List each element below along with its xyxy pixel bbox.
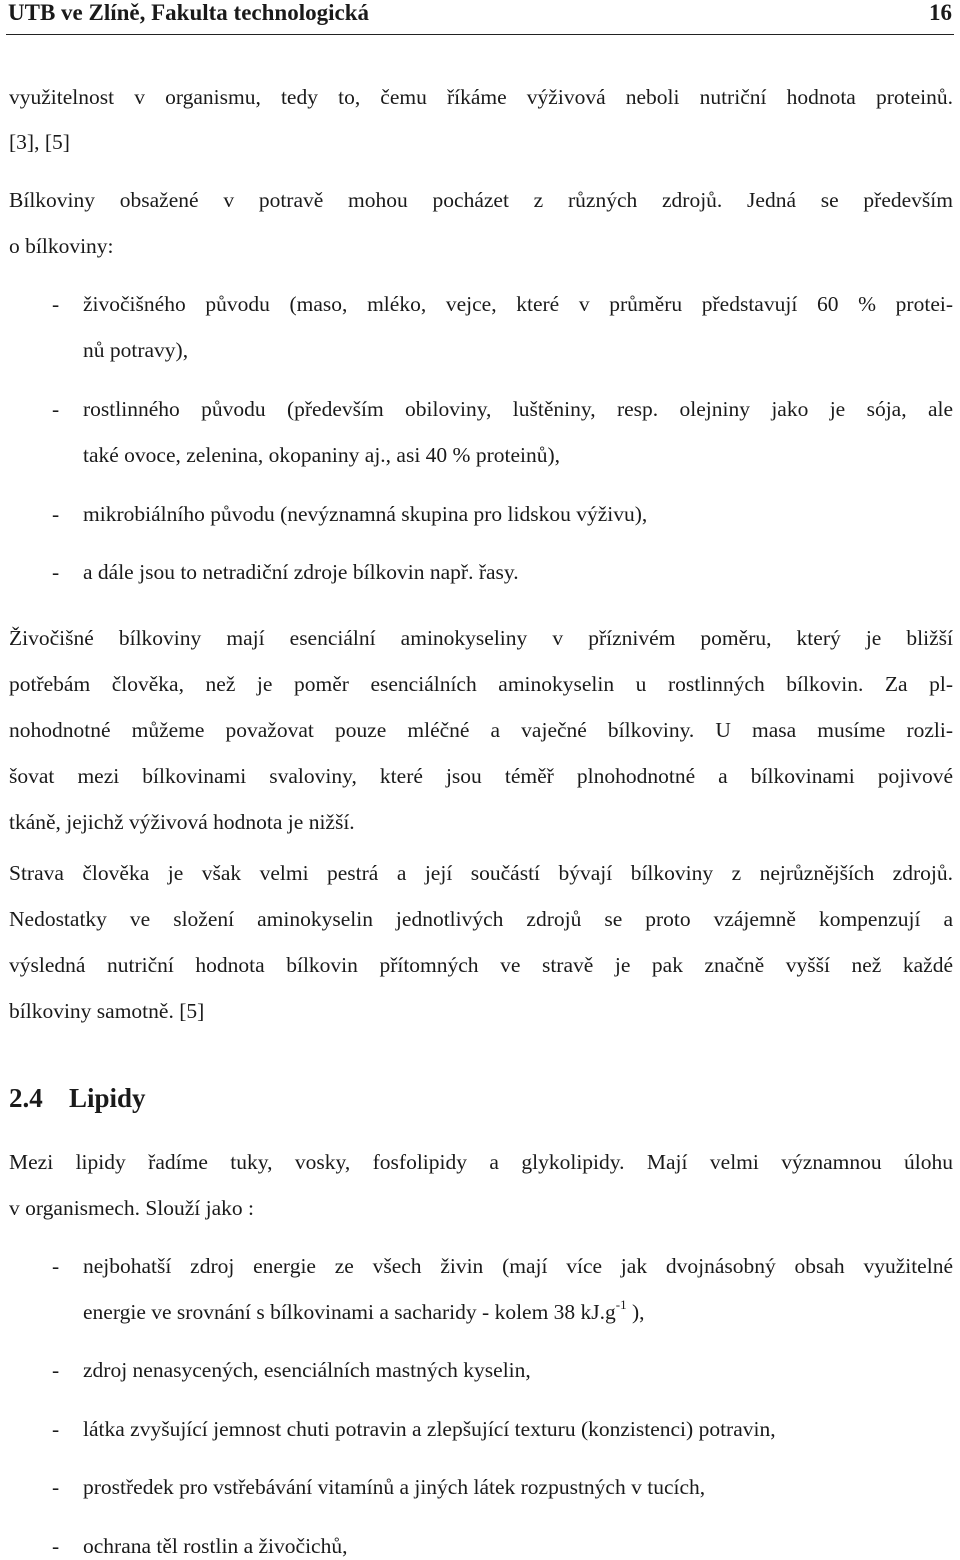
paragraph-line: nohodnotné můžeme považovat pouze mléčné a vaječné bílkoviny. U masa musíme rozli- (9, 718, 953, 742)
list-bullet: - (52, 1475, 60, 1499)
list-bullet: - (52, 560, 60, 584)
list-text: energie ve srovnání s bílkovinami a sacharidy - kolem 38 kJ.g (83, 1300, 616, 1324)
list-item: ochrana těl rostlin a živočichů, (83, 1534, 348, 1558)
paragraph-line: využitelnost v organismu, tedy to, čemu říkáme výživová neboli nutriční hodnota proteinů. (9, 85, 953, 109)
list-bullet: - (52, 292, 60, 316)
section-title: Lipidy (69, 1083, 146, 1113)
page-number: 16 (929, 0, 952, 25)
paragraph-line: potřebám člověka, než je poměr esenciálních aminokyselin u rostlinných bílkovin. Za pl- (9, 672, 953, 696)
section-number: 2.4 (9, 1083, 43, 1113)
list-item-continuation: nů potravy), (83, 338, 189, 362)
list-item: nejbohatší zdroj energie ze všech živin (mají více jak dvojnásobný obsah využitelné (83, 1254, 953, 1278)
page-header (6, 0, 954, 35)
list-bullet: - (52, 502, 60, 526)
list-item-continuation: také ovoce, zelenina, okopaniny aj., asi 40 % proteinů), (83, 443, 561, 467)
list-item: látka zvyšující jemnost chuti potravin a zlepšující texturu (konzistenci) potravin, (83, 1417, 776, 1441)
list-bullet: - (52, 1254, 60, 1278)
list-item: zdroj nenasycených, esenciálních mastných kyselin, (83, 1358, 531, 1382)
paragraph-line: Strava člověka je však velmi pestrá a její součástí bývají bílkoviny z nejrůznějších zdrojů. (9, 861, 953, 885)
paragraph-line: tkáně, jejichž výživová hodnota je nižší. (9, 810, 355, 834)
list-item: a dále jsou to netradiční zdroje bílkovin např. řasy. (83, 560, 519, 584)
paragraph-line: [3], [5] (9, 130, 70, 154)
paragraph-line: Mezi lipidy řadíme tuky, vosky, fosfolipidy a glykolipidy. Mají velmi významnou úlohu (9, 1150, 953, 1174)
paragraph-line: Nedostatky ve složení aminokyselin jednotlivých zdrojů se proto vzájemně kompenzují a (9, 907, 953, 931)
list-item-continuation (83, 1298, 953, 1326)
list-bullet: - (52, 1534, 60, 1558)
list-bullet: - (52, 1417, 60, 1441)
section-heading (9, 1081, 146, 1115)
superscript: -1 (615, 1296, 627, 1312)
paragraph-line: Bílkoviny obsažené v potravě mohou pocházet z různých zdrojů. Jedná se především (9, 188, 953, 212)
paragraph-line: výsledná nutriční hodnota bílkovin přítomných ve stravě je pak značně vyšší než každé (9, 953, 953, 977)
paragraph-line: bílkoviny samotně. [5] (9, 999, 205, 1023)
list-bullet: - (52, 397, 60, 421)
list-item: rostlinného původu (především obiloviny, luštěniny, resp. olejniny jako je sója, ale (83, 397, 953, 421)
list-item: živočišného původu (maso, mléko, vejce, které v průměru představují 60 % protei- (83, 292, 953, 316)
list-item: mikrobiálního původu (nevýznamná skupina pro lidskou výživu), (83, 502, 648, 526)
paragraph-line: šovat mezi bílkovinami svaloviny, které jsou téměř plnohodnotné a bílkovinami pojivové (9, 764, 953, 788)
list-item: prostředek pro vstřebávání vitamínů a jiných látek rozpustných v tucích, (83, 1475, 706, 1499)
list-text: ), (626, 1300, 645, 1324)
paragraph-line: Živočišné bílkoviny mají esenciální aminokyseliny v příznivém poměru, který je bližší (9, 626, 953, 650)
paragraph-line: v organismech. Slouží jako : (9, 1196, 255, 1220)
header-title: UTB ve Zlíně, Fakulta technologická (8, 0, 369, 25)
list-bullet: - (52, 1358, 60, 1382)
paragraph-line: o bílkoviny: (9, 234, 114, 258)
